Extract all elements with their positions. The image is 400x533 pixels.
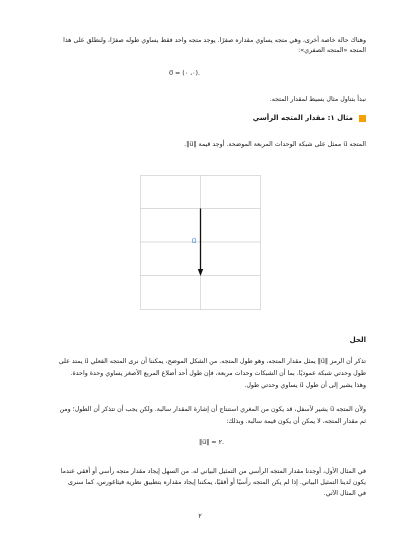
magnitude-expression: ‖u⃗‖ (186, 141, 197, 148)
example-question: المتجه u⃗ ممثل على شبكة الوحدات المربعة الموضحة. أوجد قيمة ‖u⃗‖. (184, 141, 366, 148)
vector-u-label: u⃗ (191, 237, 197, 245)
example-heading (253, 112, 366, 124)
intro-line-2: المتجه «المتجه الصفري»: (298, 47, 366, 54)
grid-svg (140, 175, 261, 310)
arrow-head-icon (198, 269, 203, 276)
solution-title: الحل (349, 336, 366, 344)
zero-vector-equation: 0⃗ = (٠، ٠). (168, 70, 200, 77)
solution-para1-line1: تذكر أن الرمز ‖u⃗‖ يمثل مقدار المتجه، وهو طول المتجه. من الشكل الموضح، يمكننا أن نرى المتجه الفعلي u⃗ يمتد على (58, 358, 366, 365)
solution-para1-line2: طول وحدتي شبكة عموديًا. بما أن الشبكات وحدات مربعة، فإن طول أحد أضلاع المربع الأصغر يساوي وحدة واحدة. (70, 370, 366, 377)
solution-para3-line2: يكون لدينا التمثيل البياني. إذا لم يكن المتجه رأسيًا أو أفقيًا، يمكننا إيجاد مقداره بتطبيق نظرية فيثاغورس، كما سنرى (67, 479, 366, 486)
solution-para3-line1: في المثال الأول، أوجدنا مقدار المتجه الرأسي من التمثيل البياني له. من السهل إيجاد مقدار متجه رأسي أو أفقي عندما (60, 468, 366, 475)
example-intro: نبدأ بتناول مثال بسيط لمقدار المتجه. (269, 96, 366, 103)
unit-grid-figure (140, 175, 261, 310)
intro-line-1: وهناك حالة خاصة أخرى، وهي متجه يساوي مقداره صفرًا. يوجد متجه واحد فقط يساوي طوله صفرًا، ولنطلق على هذا (63, 37, 366, 44)
result-equation: ‖u⃗‖ = ٢. (199, 439, 224, 446)
solution-para1-line3: وهذا يشير إلى أن طول u⃗ يساوي وحدتي طول. (244, 382, 366, 389)
vector-u-symbol: u⃗ (343, 141, 348, 148)
solution-para3-line3: في المثال الآتي. (323, 490, 366, 497)
solution-para2-line2: ثم مقدار المتجه، لا يمكن أن يكون قيمة سالبة. وبذلك: (226, 418, 366, 425)
solution-para2-line1: ولأن المتجه u⃗ يشير لأسفل، قد يكون من المغري استنتاج أن إشارة المقدار سالبة. ولكن يجب أن تتذكر أن الطول؛ ومن (59, 406, 366, 413)
bullet-square-icon (359, 115, 366, 122)
example-title: مثال ١: مقدار المتجه الرأسي (252, 114, 353, 122)
page-number: ٢ (198, 512, 202, 520)
